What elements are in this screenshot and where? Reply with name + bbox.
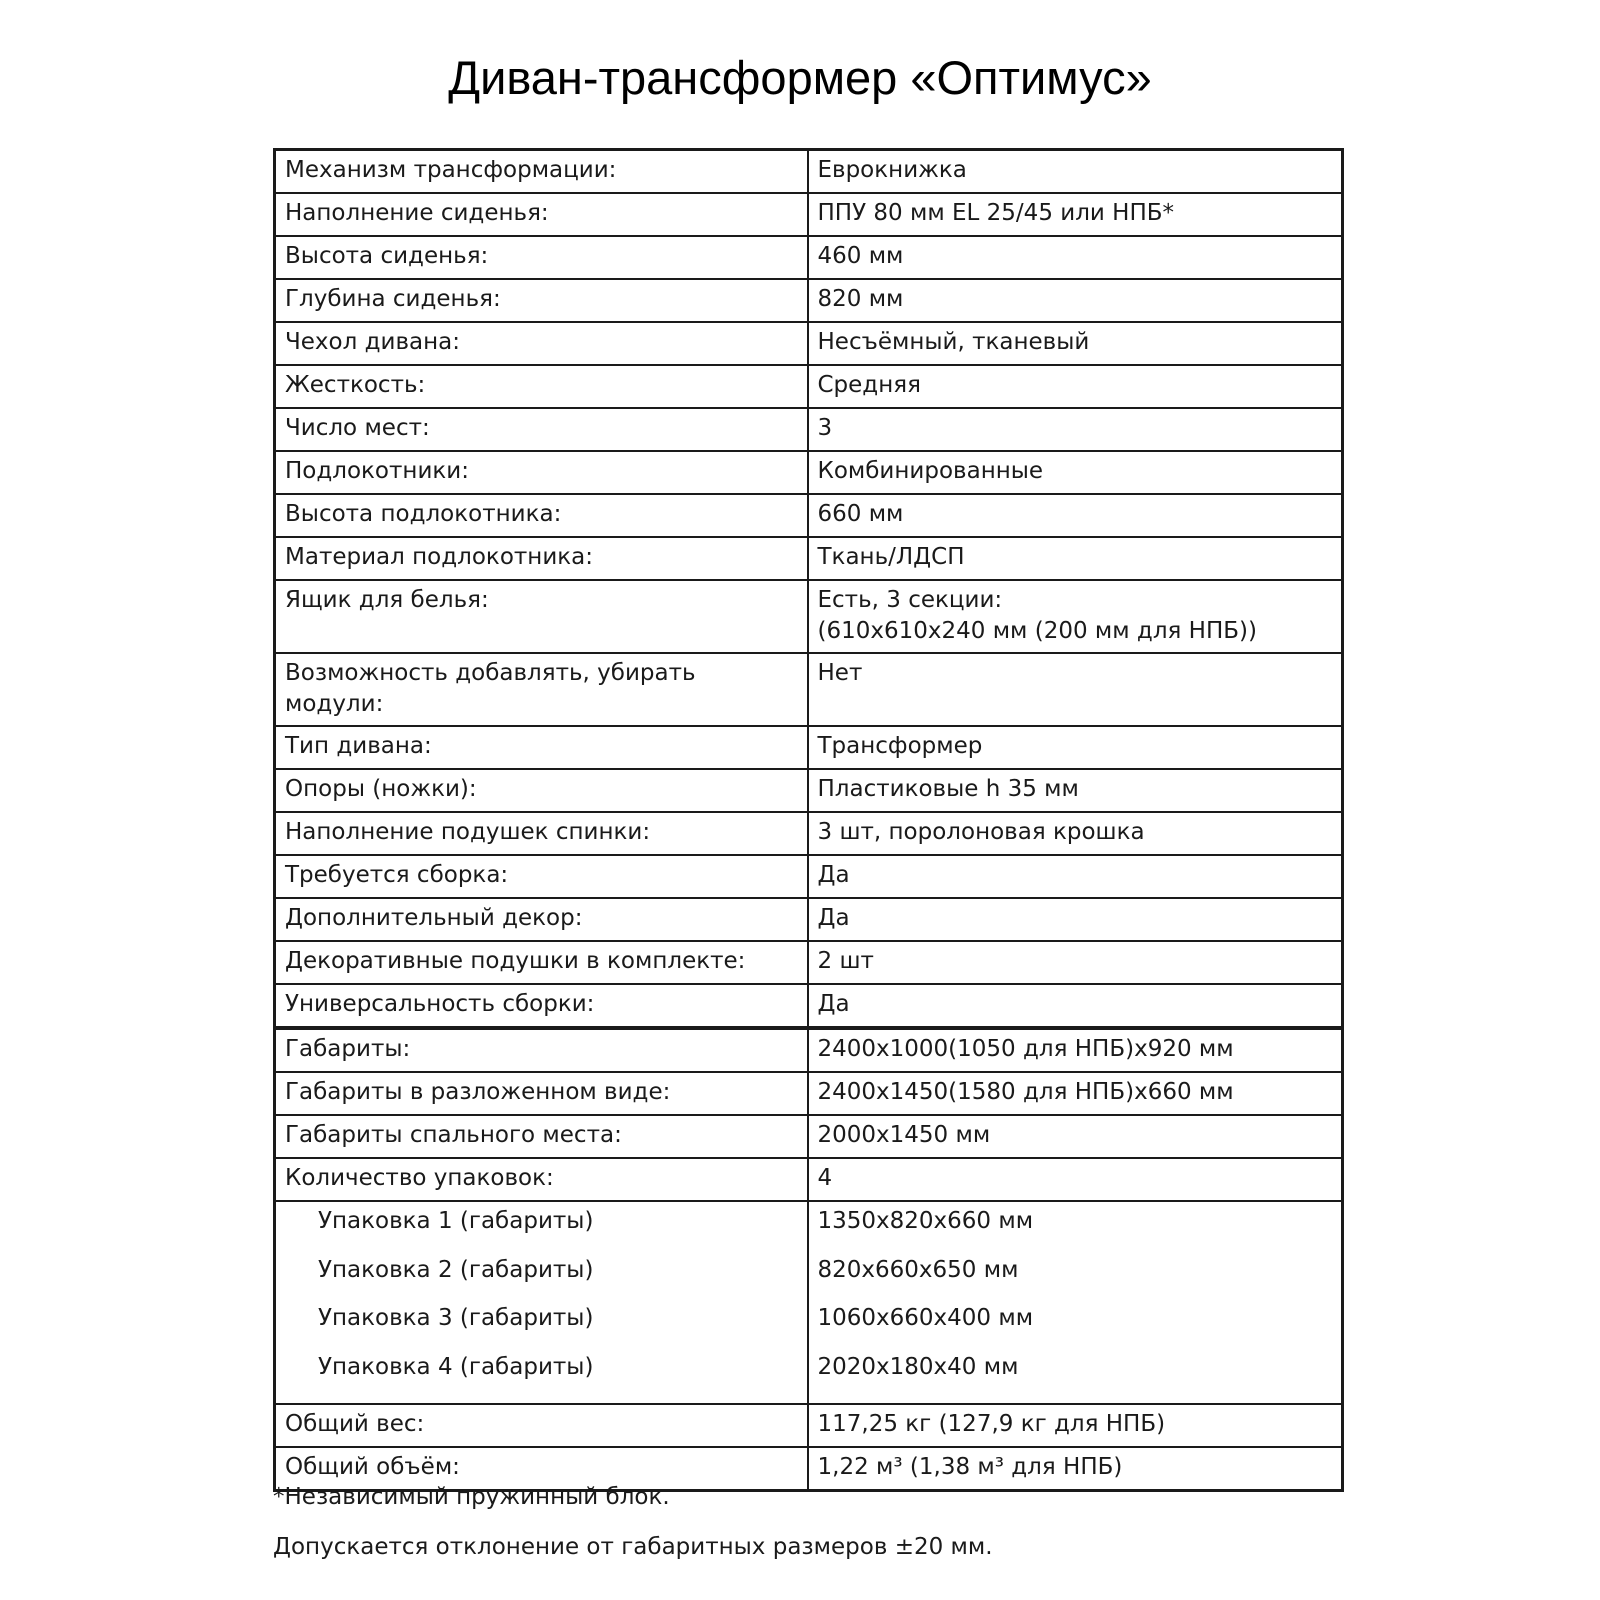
page-title: Диван-трансформер «Оптимус» (448, 51, 1152, 104)
dim-label: Габариты в разложенном виде: (275, 1072, 808, 1115)
spec-value (808, 580, 1343, 653)
package-label: Упаковка 3 (габариты) (318, 1305, 594, 1331)
spec-label: Требуется сборка: (275, 855, 808, 898)
spec-value: Ткань/ЛДСП (808, 537, 1343, 580)
package-label: Упаковка 1 (габариты) (318, 1208, 594, 1234)
table-row (275, 193, 1343, 236)
spec-label-line: модули: (285, 691, 384, 717)
table-row (275, 984, 1343, 1028)
table-row (275, 898, 1343, 941)
package-label: Упаковка 2 (габариты) (318, 1256, 594, 1283)
dim-value: 2400х1450(1580 для НПБ)х660 мм (808, 1072, 1343, 1115)
spec-value-line: (610х610х240 мм (200 мм для НПБ)) (817, 618, 1257, 644)
spec-label: Тип дивана: (275, 726, 808, 769)
package-label: Упаковка 4 (габариты) (318, 1353, 594, 1380)
footnote: *Независимый пружинный блок. (273, 1484, 670, 1510)
dim-label: Габариты: (275, 1029, 808, 1073)
dim-value: 117,25 кг (127,9 кг для НПБ) (808, 1404, 1343, 1447)
dim-label: Общий объём: (275, 1447, 808, 1491)
spec-value: Да (808, 898, 1343, 941)
dim-value: 1,22 м³ (1,38 м³ для НПБ) (808, 1447, 1343, 1491)
specs-table (273, 148, 1344, 1029)
table-row (275, 236, 1343, 279)
spec-value: 2 шт (808, 941, 1343, 984)
table-row (275, 1158, 1343, 1201)
table-row (275, 653, 1343, 726)
spec-value: Пластиковые h 35 мм (808, 769, 1343, 812)
spec-label: Число мест: (275, 408, 808, 451)
spec-label: Наполнение подушек спинки: (275, 812, 808, 855)
dim-value: 4 (808, 1158, 1343, 1201)
table-row (275, 769, 1343, 812)
spec-label: Наполнение сиденья: (275, 193, 808, 236)
spec-label: Глубина сиденья: (275, 279, 808, 322)
spec-label: Механизм трансформации: (275, 150, 808, 194)
package-value: 820х660х650 мм (817, 1256, 1019, 1283)
spec-value: 660 мм (808, 494, 1343, 537)
table-row (275, 1201, 1343, 1404)
table-row (275, 365, 1343, 408)
table-row (275, 408, 1343, 451)
table-row (275, 150, 1343, 194)
dim-value: 2000х1450 мм (808, 1115, 1343, 1158)
spec-value: Комбинированные (808, 451, 1343, 494)
table-row (275, 1072, 1343, 1115)
dim-label: Количество упаковок: (275, 1158, 808, 1201)
spec-label: Жесткость: (275, 365, 808, 408)
table-row (275, 1115, 1343, 1158)
dim-label: Общий вес: (275, 1404, 808, 1447)
spec-label-line: Возможность добавлять, убирать (285, 660, 696, 686)
dimensions-table (273, 1027, 1344, 1492)
spec-value-line: Есть, 3 секции: (817, 587, 1003, 613)
table-row (275, 451, 1343, 494)
package-values (808, 1201, 1343, 1404)
package-value: 2020х180х40 мм (817, 1353, 1019, 1380)
table-row (275, 941, 1343, 984)
table-row (275, 1404, 1343, 1447)
spec-label: Чехол дивана: (275, 322, 808, 365)
table-row (275, 537, 1343, 580)
spec-value: Нет (808, 653, 1343, 726)
spec-value: Средняя (808, 365, 1343, 408)
spec-label: Универсальность сборки: (275, 984, 808, 1028)
spec-value: Да (808, 855, 1343, 898)
table-row (275, 322, 1343, 365)
table-row (275, 726, 1343, 769)
spec-label: Материал подлокотника: (275, 537, 808, 580)
package-value: 1060х660х400 мм (817, 1305, 1034, 1331)
spec-label: Опоры (ножки): (275, 769, 808, 812)
dim-value: 2400х1000(1050 для НПБ)х920 мм (808, 1029, 1343, 1073)
spec-label (275, 653, 808, 726)
spec-label: Ящик для белья: (275, 580, 808, 653)
table-row (275, 855, 1343, 898)
dim-label: Габариты спального места: (275, 1115, 808, 1158)
spec-label: Подлокотники: (275, 451, 808, 494)
package-labels (275, 1201, 808, 1404)
table-row (275, 580, 1343, 653)
table-row (275, 494, 1343, 537)
spec-value: 3 шт, поролоновая крошка (808, 812, 1343, 855)
table-row (275, 279, 1343, 322)
spec-value: 3 (808, 408, 1343, 451)
spec-value: Еврокнижка (808, 150, 1343, 194)
spec-label: Высота сиденья: (275, 236, 808, 279)
package-value: 1350х820х660 мм (817, 1208, 1034, 1234)
spec-value: Да (808, 984, 1343, 1028)
table-row (275, 1029, 1343, 1073)
tolerance-note: Допускается отклонение от габаритных размеров ±20 мм. (273, 1534, 993, 1560)
spec-value: ППУ 80 мм EL 25/45 или НПБ* (808, 193, 1343, 236)
spec-label: Высота подлокотника: (275, 494, 808, 537)
spec-value: Несъёмный, тканевый (808, 322, 1343, 365)
table-row (275, 812, 1343, 855)
spec-label: Дополнительный декор: (275, 898, 808, 941)
spec-value: 460 мм (808, 236, 1343, 279)
spec-value: Трансформер (808, 726, 1343, 769)
spec-label: Декоративные подушки в комплекте: (275, 941, 808, 984)
spec-value: 820 мм (808, 279, 1343, 322)
